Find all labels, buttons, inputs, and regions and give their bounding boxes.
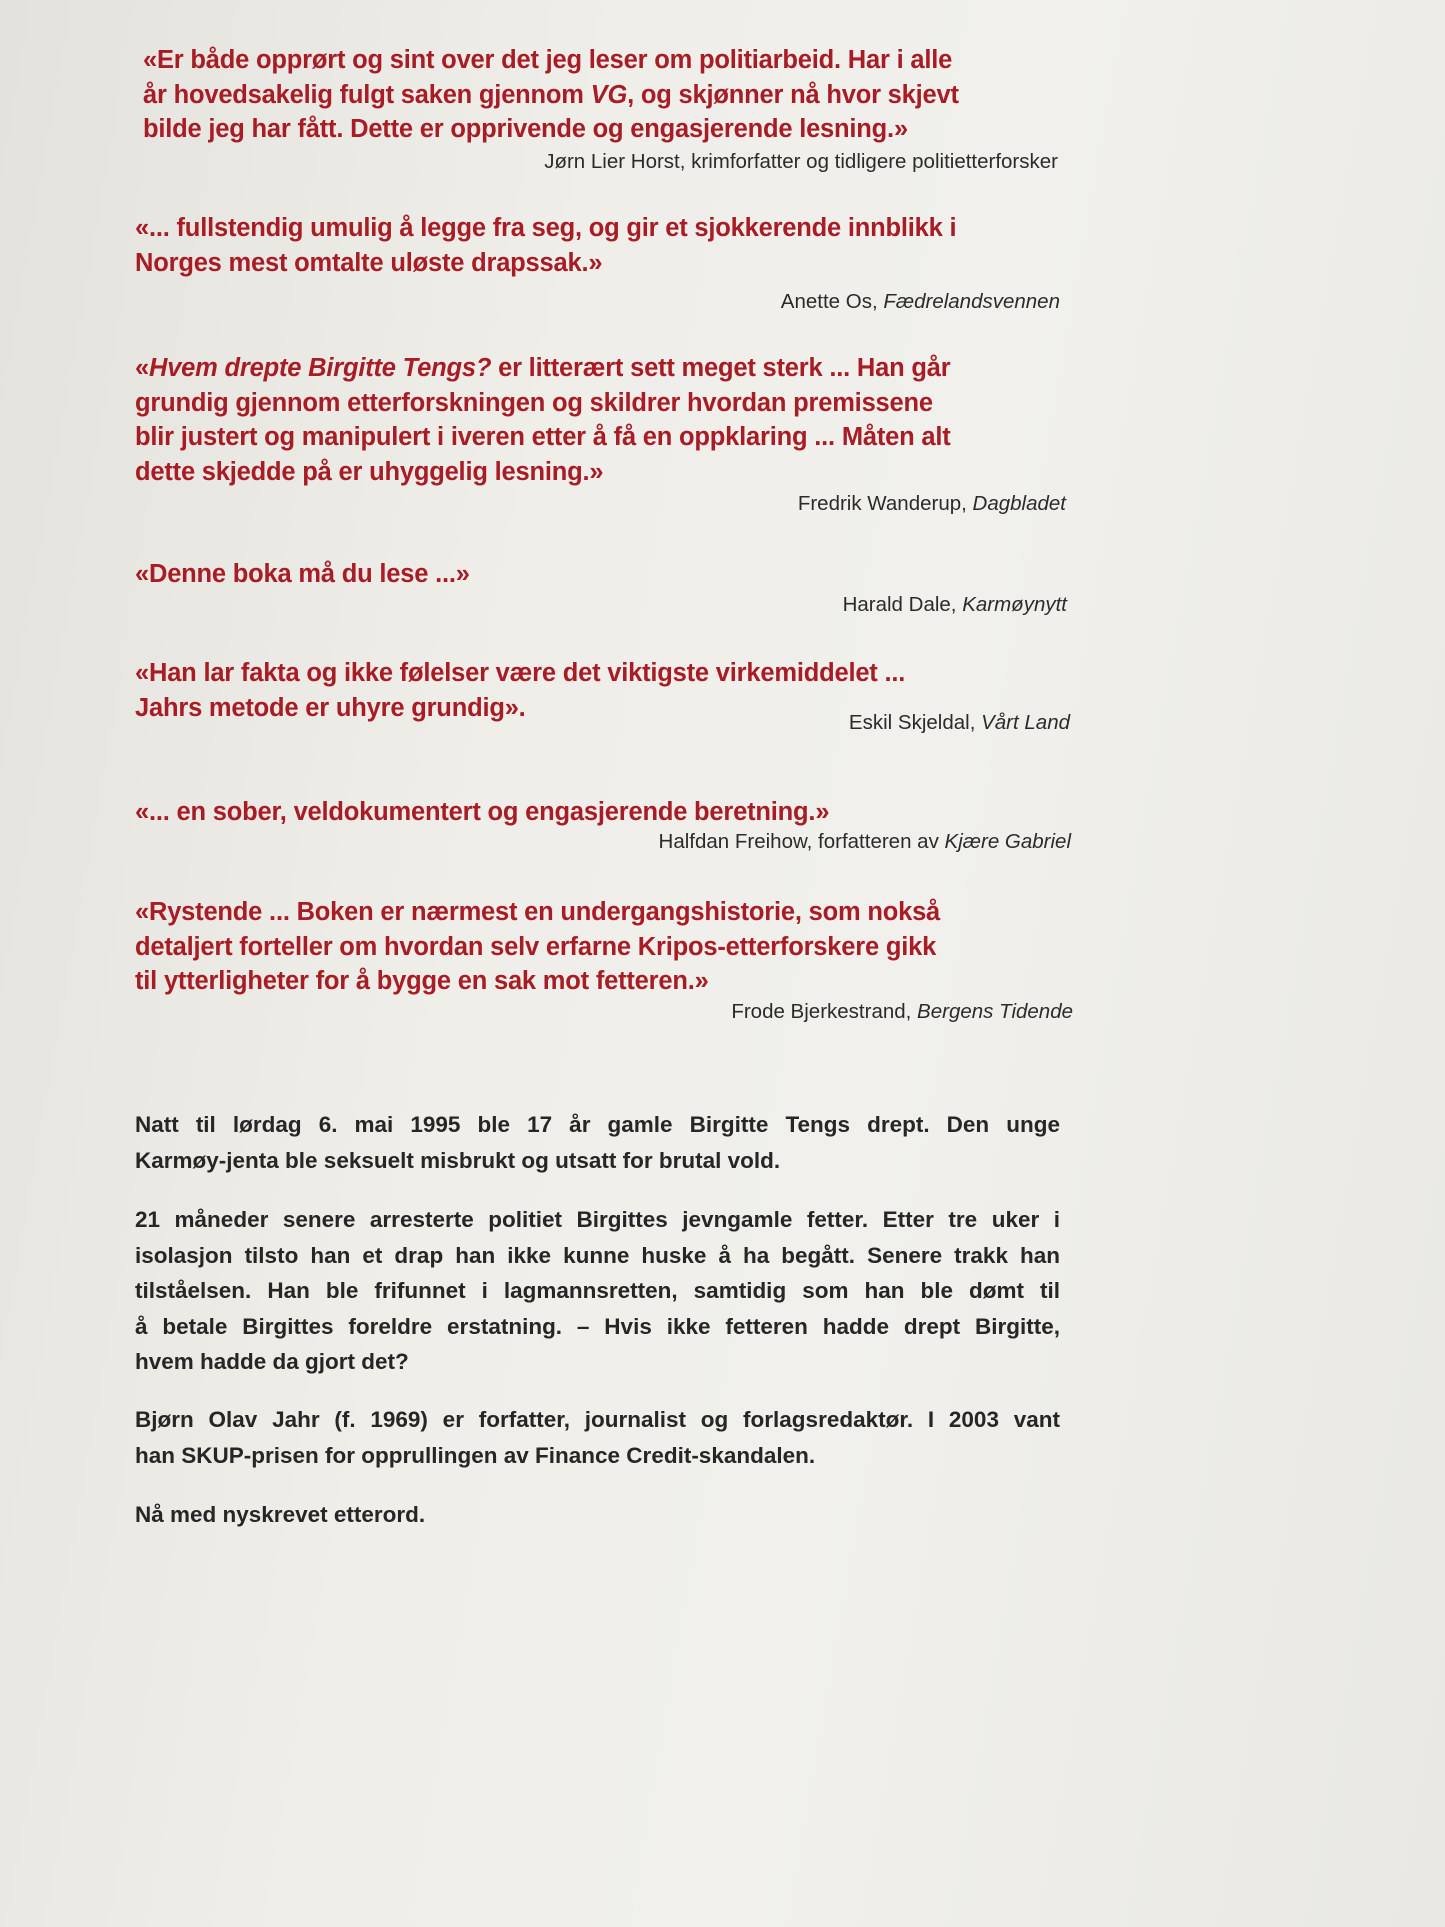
blurb-paragraph — [135, 1402, 1060, 1473]
quote-line — [135, 386, 951, 421]
quote-text: detaljert forteller om hvordan selv erfarne Kripos-etterforskere gikk — [135, 932, 937, 961]
quote-attribution — [731, 1000, 1073, 1024]
quote-text: er litterært sett meget sterk ... Han går — [491, 354, 951, 382]
publication-name: Bergens Tidende — [917, 1000, 1073, 1023]
quote-attribution — [781, 290, 1060, 314]
quote-text: « — [135, 354, 149, 382]
quote-text: Jahrs metode er uhyre grundig». — [135, 693, 526, 722]
publication-name: Kjære Gabriel — [944, 830, 1071, 853]
blurb-line: Karmøy-jenta ble seksuelt misbrukt og utsatt for brutal vold. — [135, 1147, 781, 1173]
quote-text: «... fullstendig umulig å legge fra seg, og gir et sjokkerende innblikk i — [135, 214, 957, 242]
blurb-line: isolasjon tilsto han et drap han ikke kunne huske å ha begått. Senere trakk han — [135, 1242, 1060, 1268]
quote-attribution — [659, 830, 1071, 854]
quote-line — [143, 78, 959, 113]
quote-line — [135, 246, 956, 281]
blurb-line: Nå med nyskrevet etterord. — [135, 1502, 426, 1527]
review-quote — [135, 211, 956, 280]
review-quote — [135, 557, 470, 592]
quote-line — [135, 895, 940, 930]
review-quote — [135, 351, 951, 489]
quote-text: «... en sober, veldokumentert og engasjerende beretning.» — [135, 798, 830, 826]
reviewer-name: Frode Bjerkestrand, — [731, 1000, 918, 1023]
publication-name: Dagbladet — [972, 492, 1066, 515]
blurb-paragraph — [135, 1107, 1060, 1178]
quote-text: , og skjønner nå hvor skjevt — [627, 80, 959, 109]
reviewer-name: Jørn Lier Horst, krimforfatter og tidligere politietterforsker — [544, 150, 1058, 173]
blurb-paragraph — [135, 1202, 1060, 1380]
blurb-line: hvem hadde da gjort det? — [135, 1349, 409, 1374]
quote-text: blir justert og manipulert i iveren etter å få en oppklaring ... Måten alt — [135, 423, 951, 451]
quote-line — [135, 691, 905, 726]
quote-line — [135, 930, 940, 965]
publication-name: Karmøynytt — [962, 593, 1067, 616]
quote-line — [143, 43, 959, 78]
quote-line — [135, 211, 956, 246]
quote-line — [135, 656, 905, 691]
quote-text: til ytterligheter for å bygge en sak mot fetteren.» — [135, 967, 709, 995]
quote-attribution — [798, 492, 1066, 516]
reviewer-name: Eskil Skjeldal, — [848, 711, 982, 734]
review-quote — [135, 895, 940, 999]
quote-title-italic: Hvem drepte Birgitte Tengs? — [148, 354, 492, 382]
blurb-line: Bjørn Olav Jahr (f. 1969) er forfatter, journalist og forlagsredaktør. I 2003 vant — [135, 1407, 1060, 1432]
blurb-line: å betale Birgittes foreldre erstatning. – Hvis ikke fetteren hadde drept Birgitte, — [135, 1313, 1060, 1339]
review-quote — [135, 656, 905, 725]
reviewer-name: Anette Os, — [780, 290, 884, 313]
blurb-line: Natt til lørdag 6. mai 1995 ble 17 år gamle Birgitte Tengs drept. Den unge — [135, 1112, 1060, 1137]
quote-attribution — [544, 150, 1058, 174]
blurb-line: tilståelsen. Han ble frifunnet i lagmannsretten, samtidig som han ble dømt til — [135, 1278, 1060, 1303]
reviewer-name: Harald Dale, — [842, 593, 963, 616]
quote-text: «Han lar fakta og ikke følelser være det viktigste virkemiddelet ... — [135, 659, 906, 687]
tagline — [135, 1497, 1060, 1533]
quote-text: Norges mest omtalte uløste drapssak.» — [135, 248, 603, 277]
quote-line — [135, 795, 829, 830]
quote-line — [135, 351, 951, 386]
quote-text: «Denne boka må du lese ...» — [135, 560, 470, 588]
quote-text: «Er både opprørt og sint over det jeg leser om politiarbeid. Har i alle — [143, 46, 953, 74]
reviewer-name: Halfdan Freihow, forfatteren av — [658, 830, 945, 853]
quote-text: år hovedsakelig fulgt saken gjennom — [143, 80, 591, 109]
quote-attribution — [843, 593, 1067, 617]
quote-line — [135, 557, 470, 592]
quote-title-italic: VG — [590, 80, 628, 109]
review-quote — [143, 43, 959, 147]
publication-name: Vårt Land — [981, 711, 1070, 734]
quote-text: bilde jeg har fått. Dette er opprivende og engasjerende lesning.» — [143, 115, 908, 143]
quote-line — [135, 420, 951, 455]
blurb-line: han SKUP-prisen for opprullingen av Finance Credit-skandalen. — [135, 1442, 816, 1468]
quote-line — [135, 455, 951, 490]
quote-text: «Rystende ... Boken er nærmest en undergangshistorie, som nokså — [135, 898, 941, 926]
quote-line — [143, 112, 959, 147]
blurb-line: 21 måneder senere arresterte politiet Birgittes jevngamle fetter. Etter tre uker i — [135, 1207, 1060, 1232]
review-quote — [135, 795, 829, 830]
quote-text: dette skjedde på er uhyggelig lesning.» — [135, 457, 604, 486]
quote-line — [135, 964, 940, 999]
reviewer-name: Fredrik Wanderup, — [797, 492, 973, 515]
quote-attribution — [849, 711, 1070, 735]
quote-text: grundig gjennom etterforskningen og skildrer hvordan premissene — [135, 388, 933, 417]
publication-name: Fædrelandsvennen — [883, 290, 1060, 313]
